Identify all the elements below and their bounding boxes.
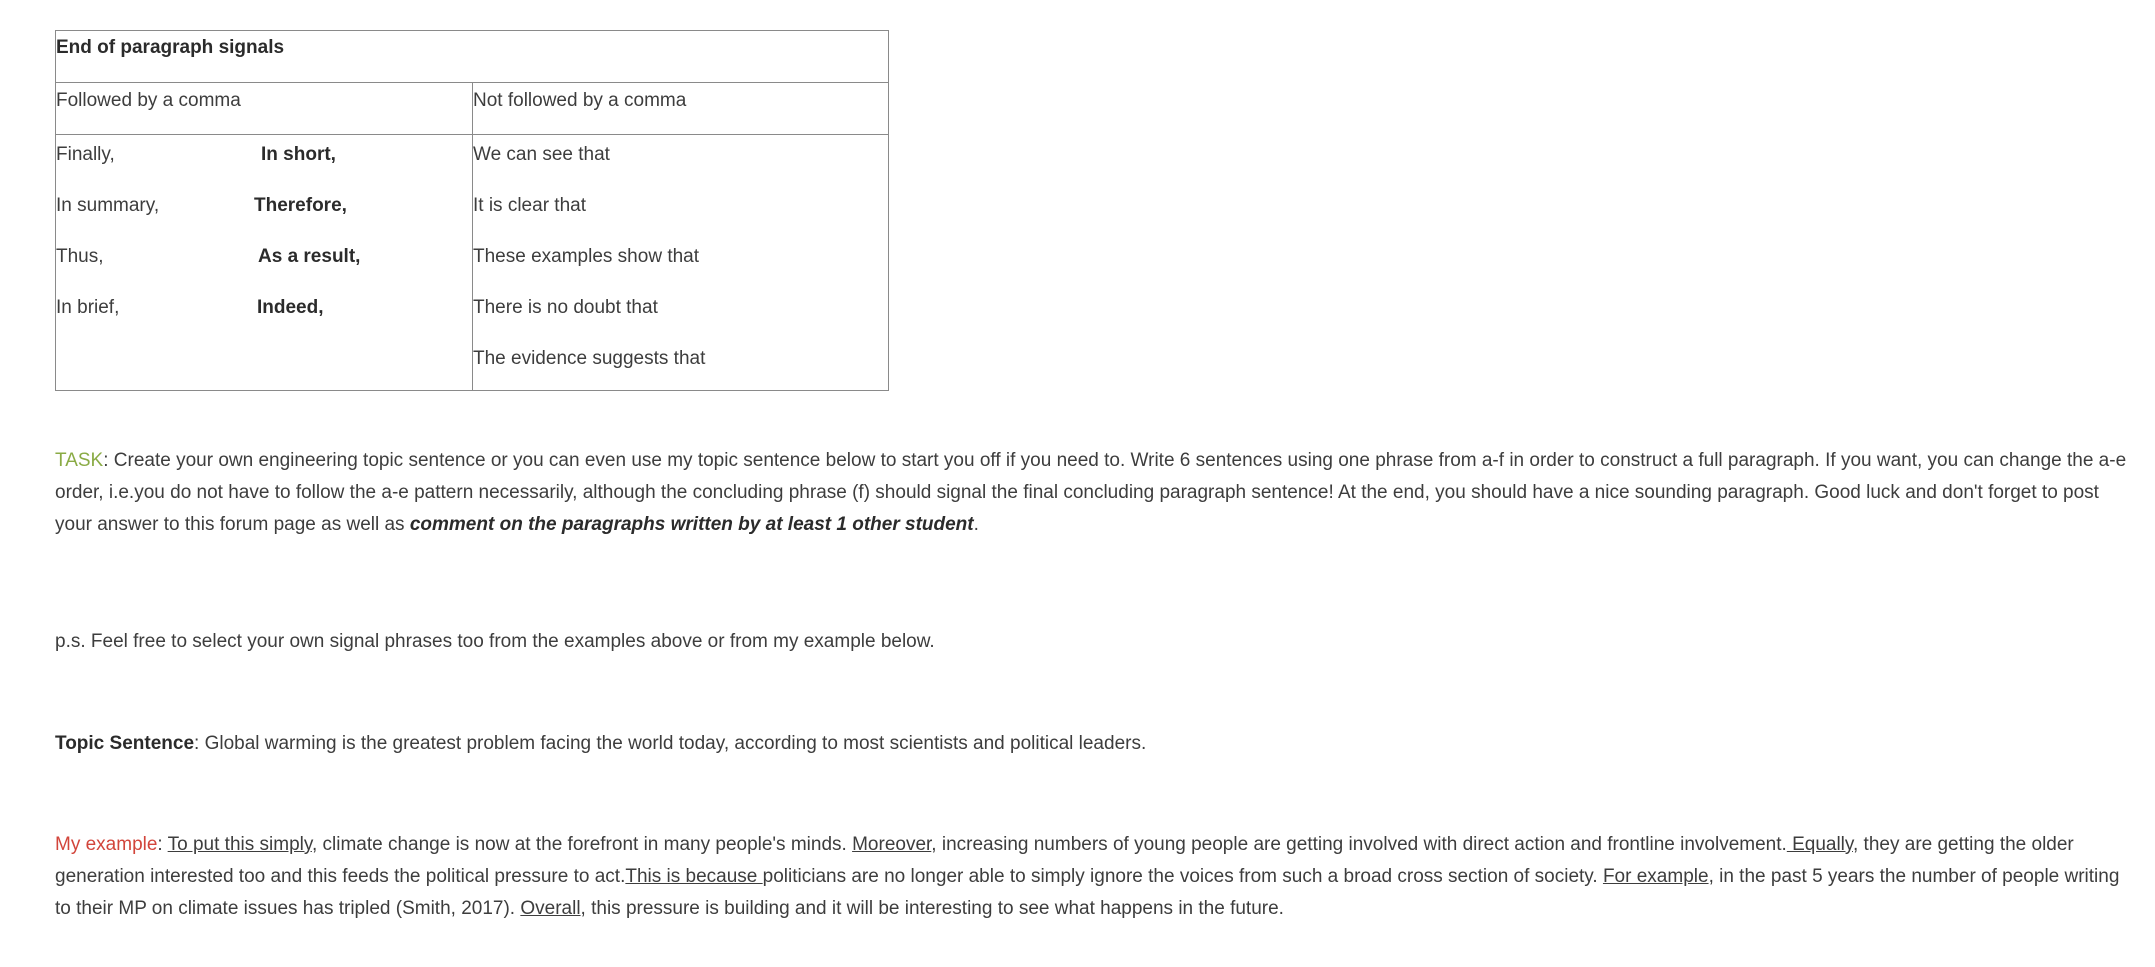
signal-phrase-underlined: This is because: [625, 866, 763, 887]
ps-paragraph: p.s. Feel free to select your own signal phrases too from the examples above or from my example below.: [55, 631, 935, 652]
no-comma-list: [473, 135, 889, 391]
task-emphasis: comment on the paragraphs written by at least 1 other student: [409, 514, 974, 535]
list-item: [56, 186, 472, 237]
sentence-text: , climate change is now at the forefront in many people's minds.: [311, 834, 853, 855]
signals-table: [55, 30, 889, 391]
topic-paragraph: [55, 728, 2140, 760]
list-item: We can see that: [473, 144, 610, 165]
topic-text: : Global warming is the greatest problem facing the world today, according to most scientists and political leaders.: [194, 733, 1147, 754]
task-label: TASK: [55, 450, 104, 471]
topic-label: Topic Sentence: [55, 733, 195, 754]
signal-phrase: Therefore,: [254, 195, 347, 216]
task-text: : Create your own engineering topic sentence or you can even use my topic sentence below to start you off if you need to. Write 6 sentences using one phrase from a-f in order to construct a full paragraph. If you want, you can change the a-e order, i.e.you do not have to follow the a-e pattern necessarily, although the concluding phrase (f) should signal the final concluding paragraph sentence! At the end, you should have a nice sounding paragraph. Good luck and don't forget to post your answer to this forum page as well as: [55, 450, 2127, 535]
list-item: [56, 135, 472, 186]
signal-phrase-underlined: For example: [1602, 866, 1709, 887]
sentence-text: , this pressure is building and it will be interesting to see what happens in the future.: [580, 898, 1284, 919]
signal-phrase: Thus,: [56, 246, 104, 267]
table-title: End of paragraph signals: [56, 37, 285, 58]
list-item: These examples show that: [473, 246, 700, 267]
example-label: My example: [55, 834, 158, 855]
example-paragraph: [55, 829, 2140, 925]
list-item: It is clear that: [473, 195, 586, 216]
signal-phrase-underlined: Moreover: [852, 834, 932, 855]
signal-phrase: In brief,: [56, 297, 120, 318]
signal-phrase: As a result,: [258, 246, 361, 267]
task-end: .: [973, 514, 979, 535]
signal-phrase-underlined: Overall: [520, 898, 581, 919]
signal-phrase: Indeed,: [257, 297, 324, 318]
col-header-comma: Followed by a comma: [56, 90, 241, 111]
task-paragraph: [55, 445, 2140, 541]
example-sep: :: [157, 834, 168, 855]
sentence-text: , in the past 5 years the number of people writing to their MP on climate issues has tripled (Smith, 2017).: [55, 866, 2120, 919]
comma-list: [56, 135, 473, 391]
list-item: The evidence suggests that: [473, 348, 706, 369]
list-item: There is no doubt that: [473, 297, 658, 318]
list-item: [56, 237, 472, 288]
list-item: [56, 288, 472, 339]
signal-phrase-underlined: To put this simply: [167, 834, 312, 855]
signal-phrase: In short,: [261, 144, 336, 165]
sentence-text: , increasing numbers of young people are getting involved with direct action and frontline involvement.: [931, 834, 1787, 855]
sentence-text: politicians are no longer able to simply ignore the voices from such a broad cross section of society.: [762, 866, 1603, 887]
signal-phrase: Finally,: [56, 144, 115, 165]
col-header-no-comma: Not followed by a comma: [473, 90, 687, 111]
signal-phrase-underlined: Equally: [1786, 834, 1853, 855]
sentence-text: , they are getting the older generation interested too and this feeds the political pressure to act.: [55, 834, 2074, 887]
signal-phrase: In summary,: [56, 195, 160, 216]
